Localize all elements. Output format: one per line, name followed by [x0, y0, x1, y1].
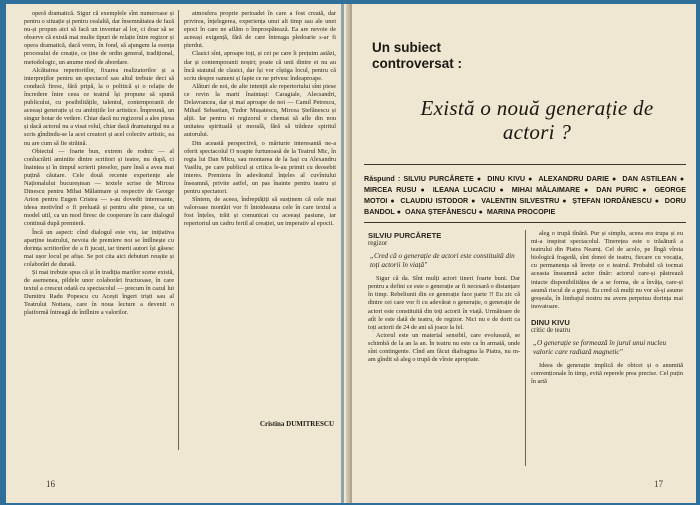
respondent: CLAUDIU ISTODOR — [400, 196, 469, 205]
section-title: Un subiect controversat : — [372, 40, 463, 71]
left-col-1 — [24, 10, 174, 454]
respondent: DAN PURIC — [596, 185, 639, 194]
page-number: 16 — [46, 479, 55, 489]
pull-quote: „O generație se formează în jurul unui nucleu valoric care radiază magnetic" — [533, 339, 667, 357]
right-page — [352, 4, 696, 503]
respondent: MARINA PROCOPIE — [486, 207, 556, 216]
respondent: GEORGE MOTOI — [364, 185, 686, 205]
paragraph: atmosfera proprie perioadei în care a fost creată, dar privirea, înțelegerea, experiența unui alt timp sau ale unei epoci în care ne aflăm o împrospătează. Ea are nevoie de aceeași exigență, fără de care întreaga pledoarie s-ar fi pierdut. — [184, 10, 336, 50]
respondent: MIRCEA RUSU — [364, 185, 417, 194]
respondent: DINU KIVU — [487, 174, 526, 183]
paragraph: Alături de noi, de alte intenții ale repertoriului sînt piese ce revin la marii înaintași: Caragiale, Alecsandri, Delavrancea, dar și mai aproape de noi — Camil Petrescu, Mihail Sebastian, Tudor Mușatescu, Mircea Ștefănescu și alții. Iar pentru ei regizorul e chemat să afle din nou unitatea spirituală și morală, fără să trădeze spiritul autorului. — [184, 82, 336, 139]
interviewee-role: critic de teatru — [531, 327, 571, 335]
paragraph: Clasici sînt, aproape toți, și cei pe care îi prețuim astăzi, dar și contemporanii noștri; poate că unii dintre ei nu au încă statutul de clasici, dar își vor cîștiga locul, pentru că scriu despre oameni și fapte ce ne privesc îndeaproape. — [184, 50, 336, 82]
respondent: ȘTEFAN IORDĂNESCU — [572, 196, 652, 205]
paragraph: Sîntem, de aceea, îndreptățiți să susținem că cele mai valoroase montări vor fi întotdeauna cele în care textul a fost înțeles, trăit și comunicat cu aceeași pasiune, iar repertoriul un cadru fertil al creației, un imperativ al epocii. — [184, 196, 336, 228]
column-divider — [178, 10, 179, 450]
spine-binding — [341, 4, 344, 503]
respondents-list: Răspund : SILVIU PURCĂRETE ● DINU KIVU ● ALEXANDRU DARIE ● DAN ASTILEAN ● MIRCEA RUSU ● ILEANA LUCACIU ● MIHAI MĂLAIMARE ● DAN PURIC ● GEORGE MOTOI ● CLAUDIU ISTODOR ● VALENTIN SILVESTRU ● ȘTEFAN IORDĂNESCU ● DORU BANDOL ● OANA ȘTEFĂNESCU ● MARINA PROCOPIE — [364, 174, 686, 216]
kivu-block — [531, 319, 683, 386]
paragraph: Obiectul — foarte bun, extrem de rodnic — al conlucrării amintite dintre scriitori și teatre, nu după, ci înaintea și în timpul scrierii pieselor, pare însă a avea mai puțină căutare. Cele două recente experiențe ale Naționalului bucureștean — textele scrise de Mircea Dinescu pentru Mihai Mălaimare și respectiv de George Arion pentru Eugen Cristea — s-au dovedit interesante, ideea motivînd o fi preluată și pentru alte piese, ca un model util, ca un mod firesc de cooperare în care dialogul continuă după premieră. — [24, 147, 174, 228]
respondents-label: Răspund : — [364, 174, 401, 183]
respondent: ALEXANDRU DARIE — [538, 174, 609, 183]
paragraph: aleg o trupă tînără. Pur și simplu, aceea era trupa și eu mi-a inspirat spectacolul. Tinerețea este o trăsătură a teatrului din Piatra Neamț. Cel de acolo, pe lîngă vîrsta biologică fragedă, sînt donoi de teatru, fiecare cu vocația, cu permanența să învețe ce e teatrul. Probabil că tocmai aceasta înseamnă actor tînăr: actorul care-și păstrează intacte disponibilitățea de a se forma, de a învăța, care-și asumă riscul de a greși. Eu cred că mulți nu vor să-și asume greșeala, în limbajul nostru nu avem perpetuu dorința mai inovatoare. — [531, 230, 683, 310]
header-rule — [364, 164, 686, 165]
respondent: ILEANA LUCACIU — [432, 185, 496, 194]
interviewee-role: regizor — [368, 240, 388, 248]
magazine-spread — [6, 4, 696, 503]
left-page — [6, 4, 350, 503]
paragraph: Încă un aspect: cînd dialogul este viu, iar inițiativa aparține teatrului, nevoia de premiere noi se întîlnește cu dorința scriitorilor de a fi jucați, iar tinerii autori își găsesc mai ușor locul pe afișe. Se pot cita aici debuturi reușite și colaborări de durată. — [24, 228, 174, 268]
list-rule — [364, 222, 686, 223]
column-divider — [525, 230, 526, 466]
page-number: 17 — [654, 479, 663, 489]
left-col-2 — [184, 10, 336, 415]
respondent: SILVIU PURCĂRETE — [403, 174, 474, 183]
respondent: OANA ȘTEFĂNESCU — [404, 207, 477, 216]
paragraph: operă dramatică. Sigur că exemplele sînt numeroase și pentru o situație și pentru cealaltă, dar însemnătatea de fază nu-și propun aici să facă un inventar al lor, ci doar să se observe că există mai multe tipuri de relație între regizor și opera dramatică, dacă vrem, în fond, să ajungem la esența procesului de creație, ce ține de ordin general, tradițional, metodologic, un anume mod de abordare. — [24, 10, 174, 66]
paragraph: Din această perspectivă, o mărturie interesantă ne-a oferit spectacolul O noapte furtunoasă de la Teatrul Mic, în regia lui Dan Micu, sau montarea de la Iași cu Alexandru Vasiliu, pe care publicul și critica le-au primit cu deosebit interes. Premiera în adevăratul înțeles al cuvîntului înseamnă, privite astfel, un pas înainte pentru teatru și pentru spectatori. — [184, 139, 336, 196]
paragraph: Și mai trebuie spus că și în tradiția marilor scene există, de asemenea, pildele unor colaborări fructuoase, în care textul a crescut odată cu spectacolul — precum în cazul lui Dumitru Radu Popescu cu Acești îngeri triști sau al Teatrului Nottara, care în noua lecture a devenit o platformă întreagă de întîlnire a valorilor. — [24, 269, 174, 317]
right-col-2 — [531, 230, 683, 470]
interviewee-name: DINU KIVU — [531, 317, 570, 327]
paragraph: Alcătuirea repertoriilor, fixarea realizatorilor și a interpreților pentru un spectacol sau altul trebuie deci să conducă firesc, fără pripă, la o politică și o relație de încredere între ceea ce teatrul își propune să spună publicului, cu posibilitățile, talentul, contemporanii de aceeași generație și cu ambițiile lor artistice. Împreună, un singur hotar de vedere. Chiar dacă nu regizorul a ales piesa și dacă actorul nu a visat rolul, chiar dacă dramaturgul nu a scris gîndindu-se la acei creatori și acel colectiv artistic, ea nu are cum să fie străină. — [24, 66, 174, 147]
paragraph: Actorul este un material sensibil, care evoluează, se schimbă de la an la an. În teatru nu este ca în armată, unde sînt contingente. Cînd am făcut diafragma la Piatra, nu m-am gîndit să aleg o trupă de vîrste apropiate. — [368, 331, 520, 364]
paragraph: Ideea de generație implică de obicei și o anumită convenționale în timp, evită reperele prea precise. Cel puțin în artă — [531, 362, 683, 386]
right-col-1 — [368, 230, 520, 470]
author-signature: Cristina DUMITRESCU — [259, 420, 334, 428]
pull-quote: „Cred că o generație de actori este constituită din toți actorii în viață" — [370, 252, 515, 270]
respondent: VALENTIN SILVESTRU — [481, 196, 560, 205]
respondent: MIHAI MĂLAIMARE — [511, 185, 581, 194]
paragraph: Sigur că da. Sînt mulți actori tineri foarte buni. Dar pentru a defini ce este o generație ar fi necesară o distanțare în timp. Rebeliunii din ce generație face parte ?! Eu zic că dintre cei care vor fi cu adevărat o generație, o generație de actori este constituită din toți actorii în viață. Următoare de atît le este dată de teatru, de regizor. Nici nu e de dorit ca toți actorii de 24 de ani să joace la fel. — [368, 275, 520, 331]
respondent: DORU BANDOL — [364, 196, 686, 216]
interviewee-name: SILVIU PURCĂRETE — [368, 231, 442, 240]
headline-question: Există o nouă generație de actori ? — [420, 96, 654, 144]
respondent: DAN ASTILEAN — [622, 174, 677, 183]
